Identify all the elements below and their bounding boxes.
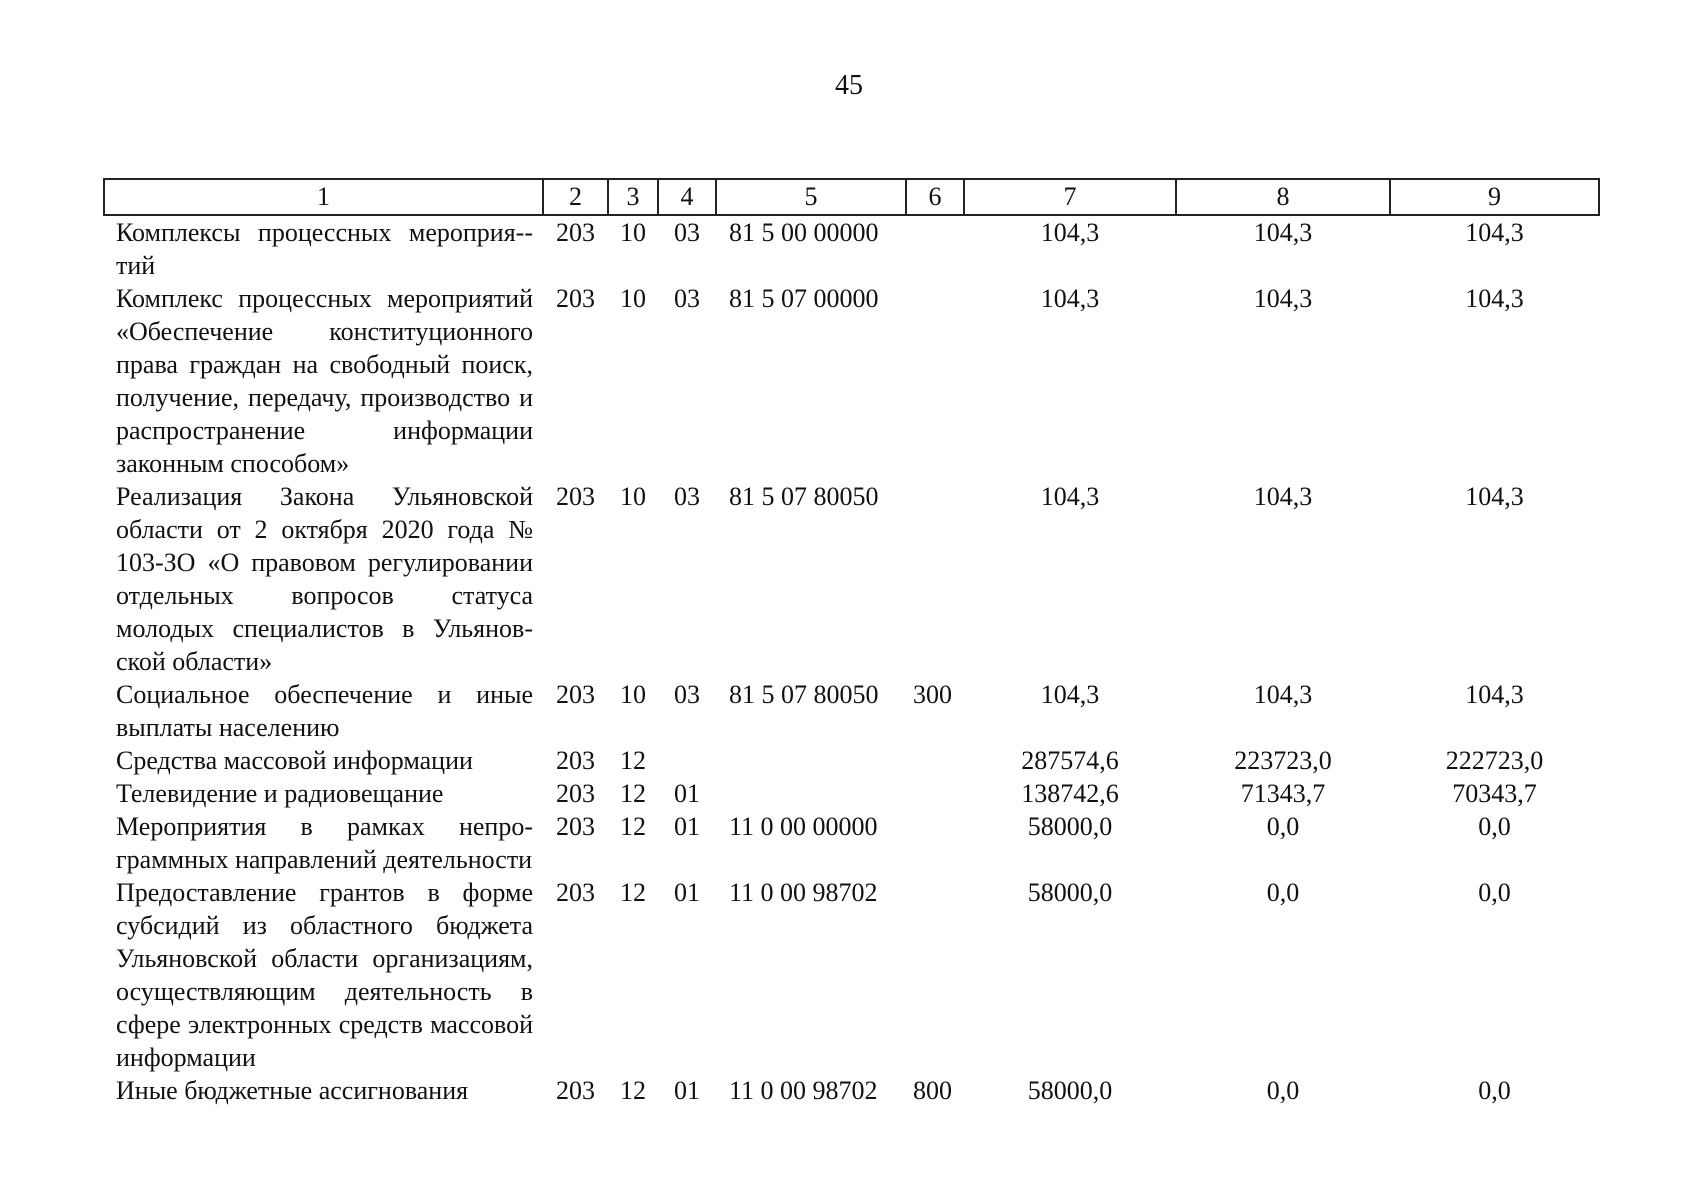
row-value-8: 104,3 bbox=[1253, 482, 1313, 511]
table-body bbox=[104, 215, 1599, 1107]
row-pr bbox=[658, 744, 716, 777]
row-pr: 01 bbox=[674, 878, 700, 907]
row-ved: 203 bbox=[556, 1076, 595, 1105]
row-value-8: 104,3 bbox=[1253, 218, 1313, 247]
row-value-8: 0,0 bbox=[1266, 1076, 1300, 1105]
row-value-9: 104,3 bbox=[1465, 284, 1524, 313]
row-value-8: 104,3 bbox=[1253, 284, 1313, 313]
row-value-8: 223723,0 bbox=[1234, 746, 1332, 775]
row-rz: 12 bbox=[620, 812, 646, 841]
row-pr: 01 bbox=[674, 812, 700, 841]
header-col-7: 7 bbox=[964, 179, 1176, 215]
row-pr: 03 bbox=[674, 482, 700, 511]
page-number: 45 bbox=[835, 70, 863, 101]
table-row bbox=[104, 810, 1599, 876]
row-name: Предоставление грантов в форме субсидий из областного бюджета Ульяновской области организациям, осуществляющим деятельность в сфере электронных средств массовой информации bbox=[116, 878, 533, 1072]
row-value-9: 222723,0 bbox=[1445, 746, 1544, 775]
row-vr: 300 bbox=[913, 680, 952, 709]
row-name: Средства массовой информации bbox=[116, 746, 473, 775]
row-ved: 203 bbox=[556, 284, 595, 313]
header-row bbox=[104, 179, 1599, 215]
header-col-2: 2 bbox=[543, 179, 608, 215]
row-ved: 203 bbox=[556, 779, 595, 808]
table-row bbox=[104, 744, 1599, 777]
row-rz: 12 bbox=[620, 779, 646, 808]
row-value-7: 104,3 bbox=[1040, 284, 1100, 313]
row-pr: 01 bbox=[674, 779, 700, 808]
row-value-7: 58000,0 bbox=[1027, 812, 1113, 841]
row-ved: 203 bbox=[556, 812, 595, 841]
row-name: Реализация Закона Ульяновской области от 2 октября 2020 года № 103-ЗО «О правовом регулировании отдельных вопросов статуса молодых специалистов в Ульяновской области» bbox=[116, 482, 533, 676]
header-col-8: 8 bbox=[1176, 179, 1390, 215]
row-value-9: 0,0 bbox=[1478, 812, 1511, 841]
table-header bbox=[104, 179, 1599, 215]
row-value-7: 104,3 bbox=[1040, 680, 1100, 709]
row-vr: 800 bbox=[913, 1076, 952, 1105]
header-col-1: 1 bbox=[104, 179, 543, 215]
row-value-8: 104,3 bbox=[1253, 680, 1313, 709]
row-pr: 03 bbox=[674, 218, 700, 247]
table-row bbox=[104, 876, 1599, 1074]
row-ved: 203 bbox=[556, 218, 595, 247]
row-name: Мероприятия в рамках непрограммных направлений деятельности bbox=[116, 812, 533, 874]
row-csr: 11 0 00 00000 bbox=[729, 812, 878, 841]
table-row bbox=[104, 282, 1599, 480]
row-name: Телевидение и радиовещание bbox=[116, 779, 444, 808]
table-row bbox=[104, 777, 1599, 810]
row-value-8: 0,0 bbox=[1266, 812, 1300, 841]
row-value-9: 104,3 bbox=[1465, 482, 1524, 511]
row-value-7: 138742,6 bbox=[1021, 779, 1119, 808]
row-csr bbox=[716, 744, 906, 777]
row-rz: 10 bbox=[620, 482, 646, 511]
row-csr: 81 5 07 80050 bbox=[729, 680, 879, 709]
header-col-3: 3 bbox=[608, 179, 658, 215]
row-pr: 01 bbox=[674, 1076, 700, 1105]
table-row bbox=[104, 1074, 1599, 1107]
row-csr bbox=[716, 777, 906, 810]
row-vr bbox=[906, 744, 964, 777]
row-value-7: 104,3 bbox=[1040, 482, 1100, 511]
row-csr: 11 0 00 98702 bbox=[729, 878, 878, 907]
budget-table bbox=[103, 178, 1600, 1107]
row-pr: 03 bbox=[674, 284, 700, 313]
row-csr: 81 5 07 00000 bbox=[729, 284, 879, 313]
row-value-9: 104,3 bbox=[1465, 680, 1524, 709]
row-rz: 12 bbox=[620, 746, 646, 775]
row-value-9: 0,0 bbox=[1478, 878, 1511, 907]
row-value-7: 287574,6 bbox=[1021, 746, 1119, 775]
row-pr: 03 bbox=[674, 680, 700, 709]
row-vr bbox=[906, 777, 964, 810]
row-csr: 81 5 07 80050 bbox=[729, 482, 879, 511]
row-vr bbox=[906, 480, 964, 678]
row-ved: 203 bbox=[556, 878, 595, 907]
row-value-7: 58000,0 bbox=[1027, 1076, 1113, 1105]
row-name: Комплексы процессных мероприя-тий bbox=[116, 218, 533, 280]
row-value-8: 0,0 bbox=[1266, 878, 1300, 907]
row-rz: 12 bbox=[620, 1076, 646, 1105]
row-value-8: 71343,7 bbox=[1240, 779, 1326, 808]
header-col-9: 9 bbox=[1390, 179, 1599, 215]
row-value-9: 70343,7 bbox=[1452, 779, 1537, 808]
header-col-5: 5 bbox=[716, 179, 906, 215]
row-vr bbox=[906, 810, 964, 876]
header-col-6: 6 bbox=[906, 179, 964, 215]
row-ved: 203 bbox=[556, 746, 595, 775]
row-rz: 10 bbox=[620, 284, 646, 313]
row-rz: 10 bbox=[620, 218, 646, 247]
row-vr bbox=[906, 282, 964, 480]
table-row bbox=[104, 215, 1599, 282]
row-name: Иные бюджетные ассигнования bbox=[116, 1076, 469, 1105]
row-vr bbox=[906, 876, 964, 1074]
header-col-4: 4 bbox=[658, 179, 716, 215]
row-value-7: 104,3 bbox=[1040, 218, 1100, 247]
row-ved: 203 bbox=[556, 482, 595, 511]
table-row bbox=[104, 480, 1599, 678]
row-vr bbox=[906, 215, 964, 282]
row-value-9: 104,3 bbox=[1465, 218, 1524, 247]
table-row bbox=[104, 678, 1599, 744]
row-csr: 81 5 00 00000 bbox=[729, 218, 879, 247]
row-ved: 203 bbox=[556, 680, 595, 709]
row-name: Социальное обеспечение и иные выплаты населению bbox=[116, 680, 533, 742]
row-value-7: 58000,0 bbox=[1027, 878, 1113, 907]
row-name: Комплекс процессных мероприятий «Обеспечение конституционного права граждан на свободный поиск, получение, передачу, производство и распространение информации законным способом» bbox=[116, 284, 533, 478]
row-rz: 10 bbox=[620, 680, 646, 709]
row-rz: 12 bbox=[620, 878, 646, 907]
row-csr: 11 0 00 98702 bbox=[729, 1076, 878, 1105]
row-value-9: 0,0 bbox=[1478, 1076, 1511, 1105]
